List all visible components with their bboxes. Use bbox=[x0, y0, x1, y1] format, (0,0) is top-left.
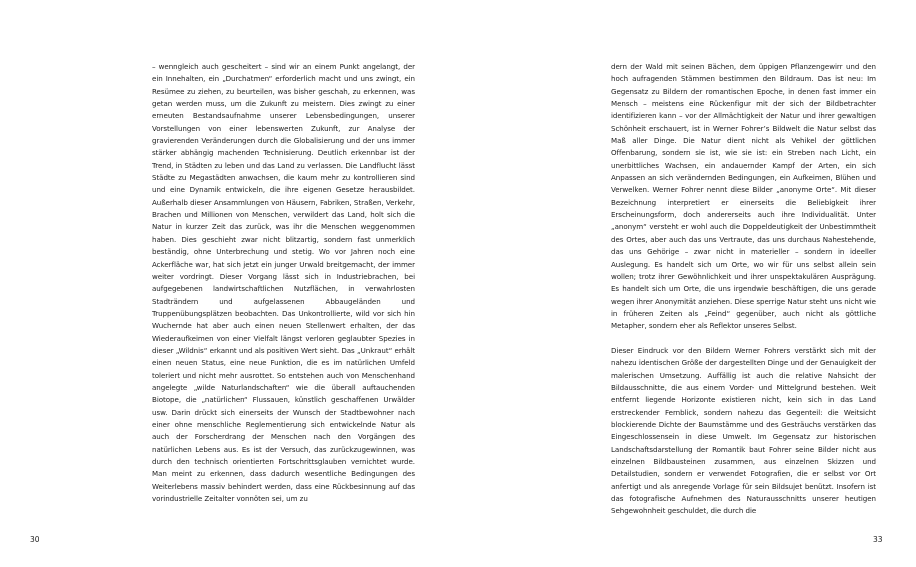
right-paragraph-1: dern der Wald mit seinen Bächen, dem üppigen Pflanzengewirr und den hoch aufragenden Stämmen bestimmen den Bildraum. Das ist neu: Im Gegensatz zu Bildern der romantischen Epoche, in denen fast immer ein Mensch – meistens eine Rückenfigur mit der sich der Bildbetrachter identifizieren kann – vor der Allmächtigkeit der Natur und ihrer gewaltigen Schönheit erschauert, ist in Werner Fohrer’s Bildwelt die Natur selbst das Maß aller Dinge. Die Natur dient nicht als Vehikel der göttlichen Offenbarung, sondern sie ist, wie sie ist: ein Streben nach Licht, ein unerbittliches Wachsen, ein andauernder Kampf der Arten, ein sich Anpassen an sich verändernden Bedingungen, ein Aufkeimen, Blühen und Verwelken. Werner Fohrer nennt diese Bilder „anonyme Orte“. Mit dieser Bezeichnung interpretiert er einerseits die Beliebigkeit ihrer Erscheinungsform, doch andererseits auch ihre Individualität. Unter „anonym“ versteht er wohl auch die Doppeldeutigkeit der Unbestimmtheit des Ortes, aber auch das uns Vertraute, das uns durchaus Nahestehende, das uns Gehörige – zwar nicht in materieller – sondern in ideeller Auslegung. Es handelt sich um Orte, wo wir für uns selbst allein sein wollen; trotz ihrer Gewöhnlichkeit und ihrer unspektakulären Ausprägung. Es handelt sich um Orte, die uns irgendwie beschäftigen, die uns gerade wegen ihrer Anonymität anziehen. Diese sperrige Natur steht uns nicht wie in früheren Zeiten als „Feind“ gegenüber, auch nicht als göttliche Metapher, sondern eher als Reflektor unseres Selbst. bbox=[611, 62, 876, 331]
left-page-text-column bbox=[152, 61, 415, 505]
right-page-number: 33 bbox=[873, 535, 883, 544]
right-paragraph-2: Dieser Eindruck vor den Bildern Werner Fohrers verstärkt sich mit der nahezu identischen Größe der dargestellten Dinge und der Genauigkeit der malerischen Umsetzung. Auffällig ist auch die relative Nahsicht der Bildausschnitte, die aus einem Vorder- und Mittelgrund bestehen. Weit entfernt liegende Horizonte existieren nicht, kein sich in das Land erstreckender Fernblick, sondern nahezu das Gegenteil: die Weitsicht blockierende Dichte der Baumstämme und des Gesträuchs verstärken das Eingeschlossensein in diese Umwelt. Im Gegensatz zur historischen Landschaftsdarstellung der Romantik baut Fohrer seine Bilder nicht aus einzelnen Bildbausteinen zusammen, aus einzelnen Skizzen und Detailstudien, sondern er verwendet Fotografien, die er selbst vor Ort anfertigt und als anregende Vorlage für sein Bildsujet benützt. Insofern ist das fotografische Aufnehmen des Naturausschnitts unserer heutigen Sehgewohnheit geschuldet, die durch die bbox=[611, 345, 876, 516]
left-paragraph-1: – wenngleich auch gescheitert – sind wir an einem Punkt angelangt, der ein Innehalten, ein „Durchatmen“ erforderlich macht und uns zwingt, ein Resümee zu ziehen, zu beurteilen, was bisher geschah, zu erkennen, was getan werden muss, um die Zukunft zu meistern. Dies zwingt zu einer erneuten Bestandsaufnahme unserer Lebensbedingungen, unserer Vorstellungen von einer lebenswerten Zukunft, zur Analyse der gravierenden Veränderungen durch die Globalisierung und der uns immer stärker abhängig machenden Technisierung. Deutlich erkennbar ist der Trend, in Städten zu leben und das Land zu verlassen. Die Landflucht lässt Städte zu Megastädten anwachsen, die kaum mehr zu kontrollieren sind und eine Dynamik entwickeln, die ihre eigenen Gesetze herausbildet. Außerhalb dieser Ansammlungen von Häusern, Fabriken, Straßen, Verkehr, Brachen und Millionen von Menschen, verwildert das Land, holt sich die Natur in kurzer Zeit das zurück, was ihr die Menschen weggenommen haben. Dies geschieht zwar nicht blitzartig, sondern fast unmerklich beständig, ohne Unterbrechung und stetig. Wo vor Jahren noch eine Ackerfläche war, hat sich jetzt ein junger Urwald breitgemacht, der immer weiter vordringt. Dieser Vorgang lässt sich in Industriebrachen, bei aufgegebenen landwirtschaftlichen Nutzflächen, in verwahrlosten Stadträndern und aufgelassenen Abbaugeländen und Truppenübungsplätzen beobachten. Das Unkontrollierte, wild vor sich hin Wuchernde hat aber auch einen neuen Stellenwert erhalten, der das Wiederaufkeimen von einer Vielfalt längst verloren geglaubter Spezies in dieser „Wildnis“ erkannt und als positiven Wert sieht. Das „Unkraut“ erhält einen neuen Status, eine neue Funktion, die es im natürlichen Umfeld toleriert und nicht mehr ausrottet. So entstehen auch von Menschenhand angelegte „wilde Naturlandschaften“ wie die überall auftauchenden Biotope, die „natürlichen“ Flussauen, künstlich geschaffenen Urwälder usw. Darin drückt sich einerseits der Wunsch der Stadtbewohner nach einer ohne menschliche Reglementierung sich entwickelnde Natur als auch der Forscherdrang der Menschen nach den Vorgängen des natürlichen Lebens aus. Es ist der Versuch, das zurückzugewinnen, was durch den technisch orientierten Fortschrittsglauben vernichtet wurde. Man meint zu erkennen, dass dadurch wesentliche Bedingungen des Weiterlebens massiv behindert werden, dass eine Rückbesinnung auf das vorindustrielle Zeitalter vonnöten sei, um zu bbox=[152, 62, 415, 504]
right-page-text-column bbox=[611, 61, 876, 518]
left-page-number: 30 bbox=[30, 535, 40, 544]
